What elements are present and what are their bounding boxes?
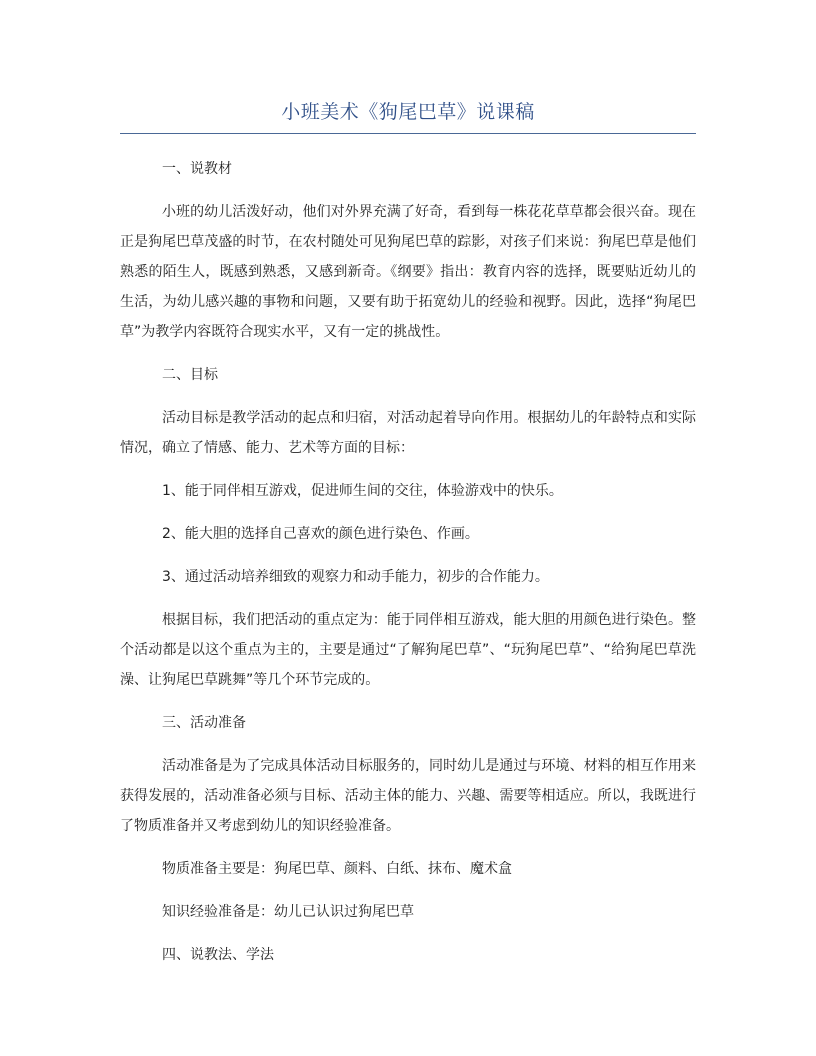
goal-item-1: 1、能于同伴相互游戏，促进师生间的交往，体验游戏中的快乐。 [162,483,563,499]
paragraph-teaching-material: 小班的幼儿活泼好动，他们对外界充满了好奇，看到每一株花花草草都会很兴奋。现在正是狗尾巴草茂盛的时节，在农村随处可见狗尾巴草的踪影，对孩子们来说：狗尾巴草是他们熟悉的陌生人，既感到熟悉，又感到新奇。《纲要》指出：教育内容的选择，既要贴近幼儿的生活，为幼儿感兴趣的事物和问题，又要有助于拓宽幼儿的经验和视野。因此，选择“狗尾巴草”为教学内容既符合现实水平，又有一定的挑战性。 [120,204,696,340]
document-title: 小班美术《狗尾巴草》说课稿 [281,101,535,123]
section-heading-goals: 二、目标 [162,367,218,383]
goal-item-3: 3、通过活动培养细致的观察力和动手能力，初步的合作能力。 [162,569,549,585]
goal-item-2: 2、能大胆的选择自己喜欢的颜色进行染色、作画。 [162,526,479,542]
paragraph-key-points: 根据目标，我们把活动的重点定为：能于同伴相互游戏，能大胆的用颜色进行染色。整个活动都是以这个重点为主的，主要是通过“了解狗尾巴草”、“玩狗尾巴草”、“给狗尾巴草洗澡、让狗尾巴草跳舞”等几个环节完成的。 [120,612,696,688]
document-body [120,154,696,983]
section-heading-teaching-material: 一、说教材 [162,161,232,177]
paragraph-material-preparation: 物质准备主要是：狗尾巴草、颜料、白纸、抹布、魔术盒 [162,861,512,877]
paragraph-preparation: 活动准备是为了完成具体活动目标服务的，同时幼儿是通过与环境、材料的相互作用来获得发展的，活动准备必须与目标、活动主体的能力、兴趣、需要等相适应。所以，我既进行了物质准备并又考虑到幼儿的知识经验准备。 [120,758,696,834]
paragraph-knowledge-preparation: 知识经验准备是：幼儿已认识过狗尾巴草 [162,904,414,920]
title-divider [120,133,696,134]
paragraph-goals-intro: 活动目标是教学活动的起点和归宿，对活动起着导向作用。根据幼儿的年龄特点和实际情况，确立了情感、能力、艺术等方面的目标： [120,410,696,456]
section-heading-preparation: 三、活动准备 [162,715,246,731]
section-heading-methods: 四、说教法、学法 [162,947,274,963]
